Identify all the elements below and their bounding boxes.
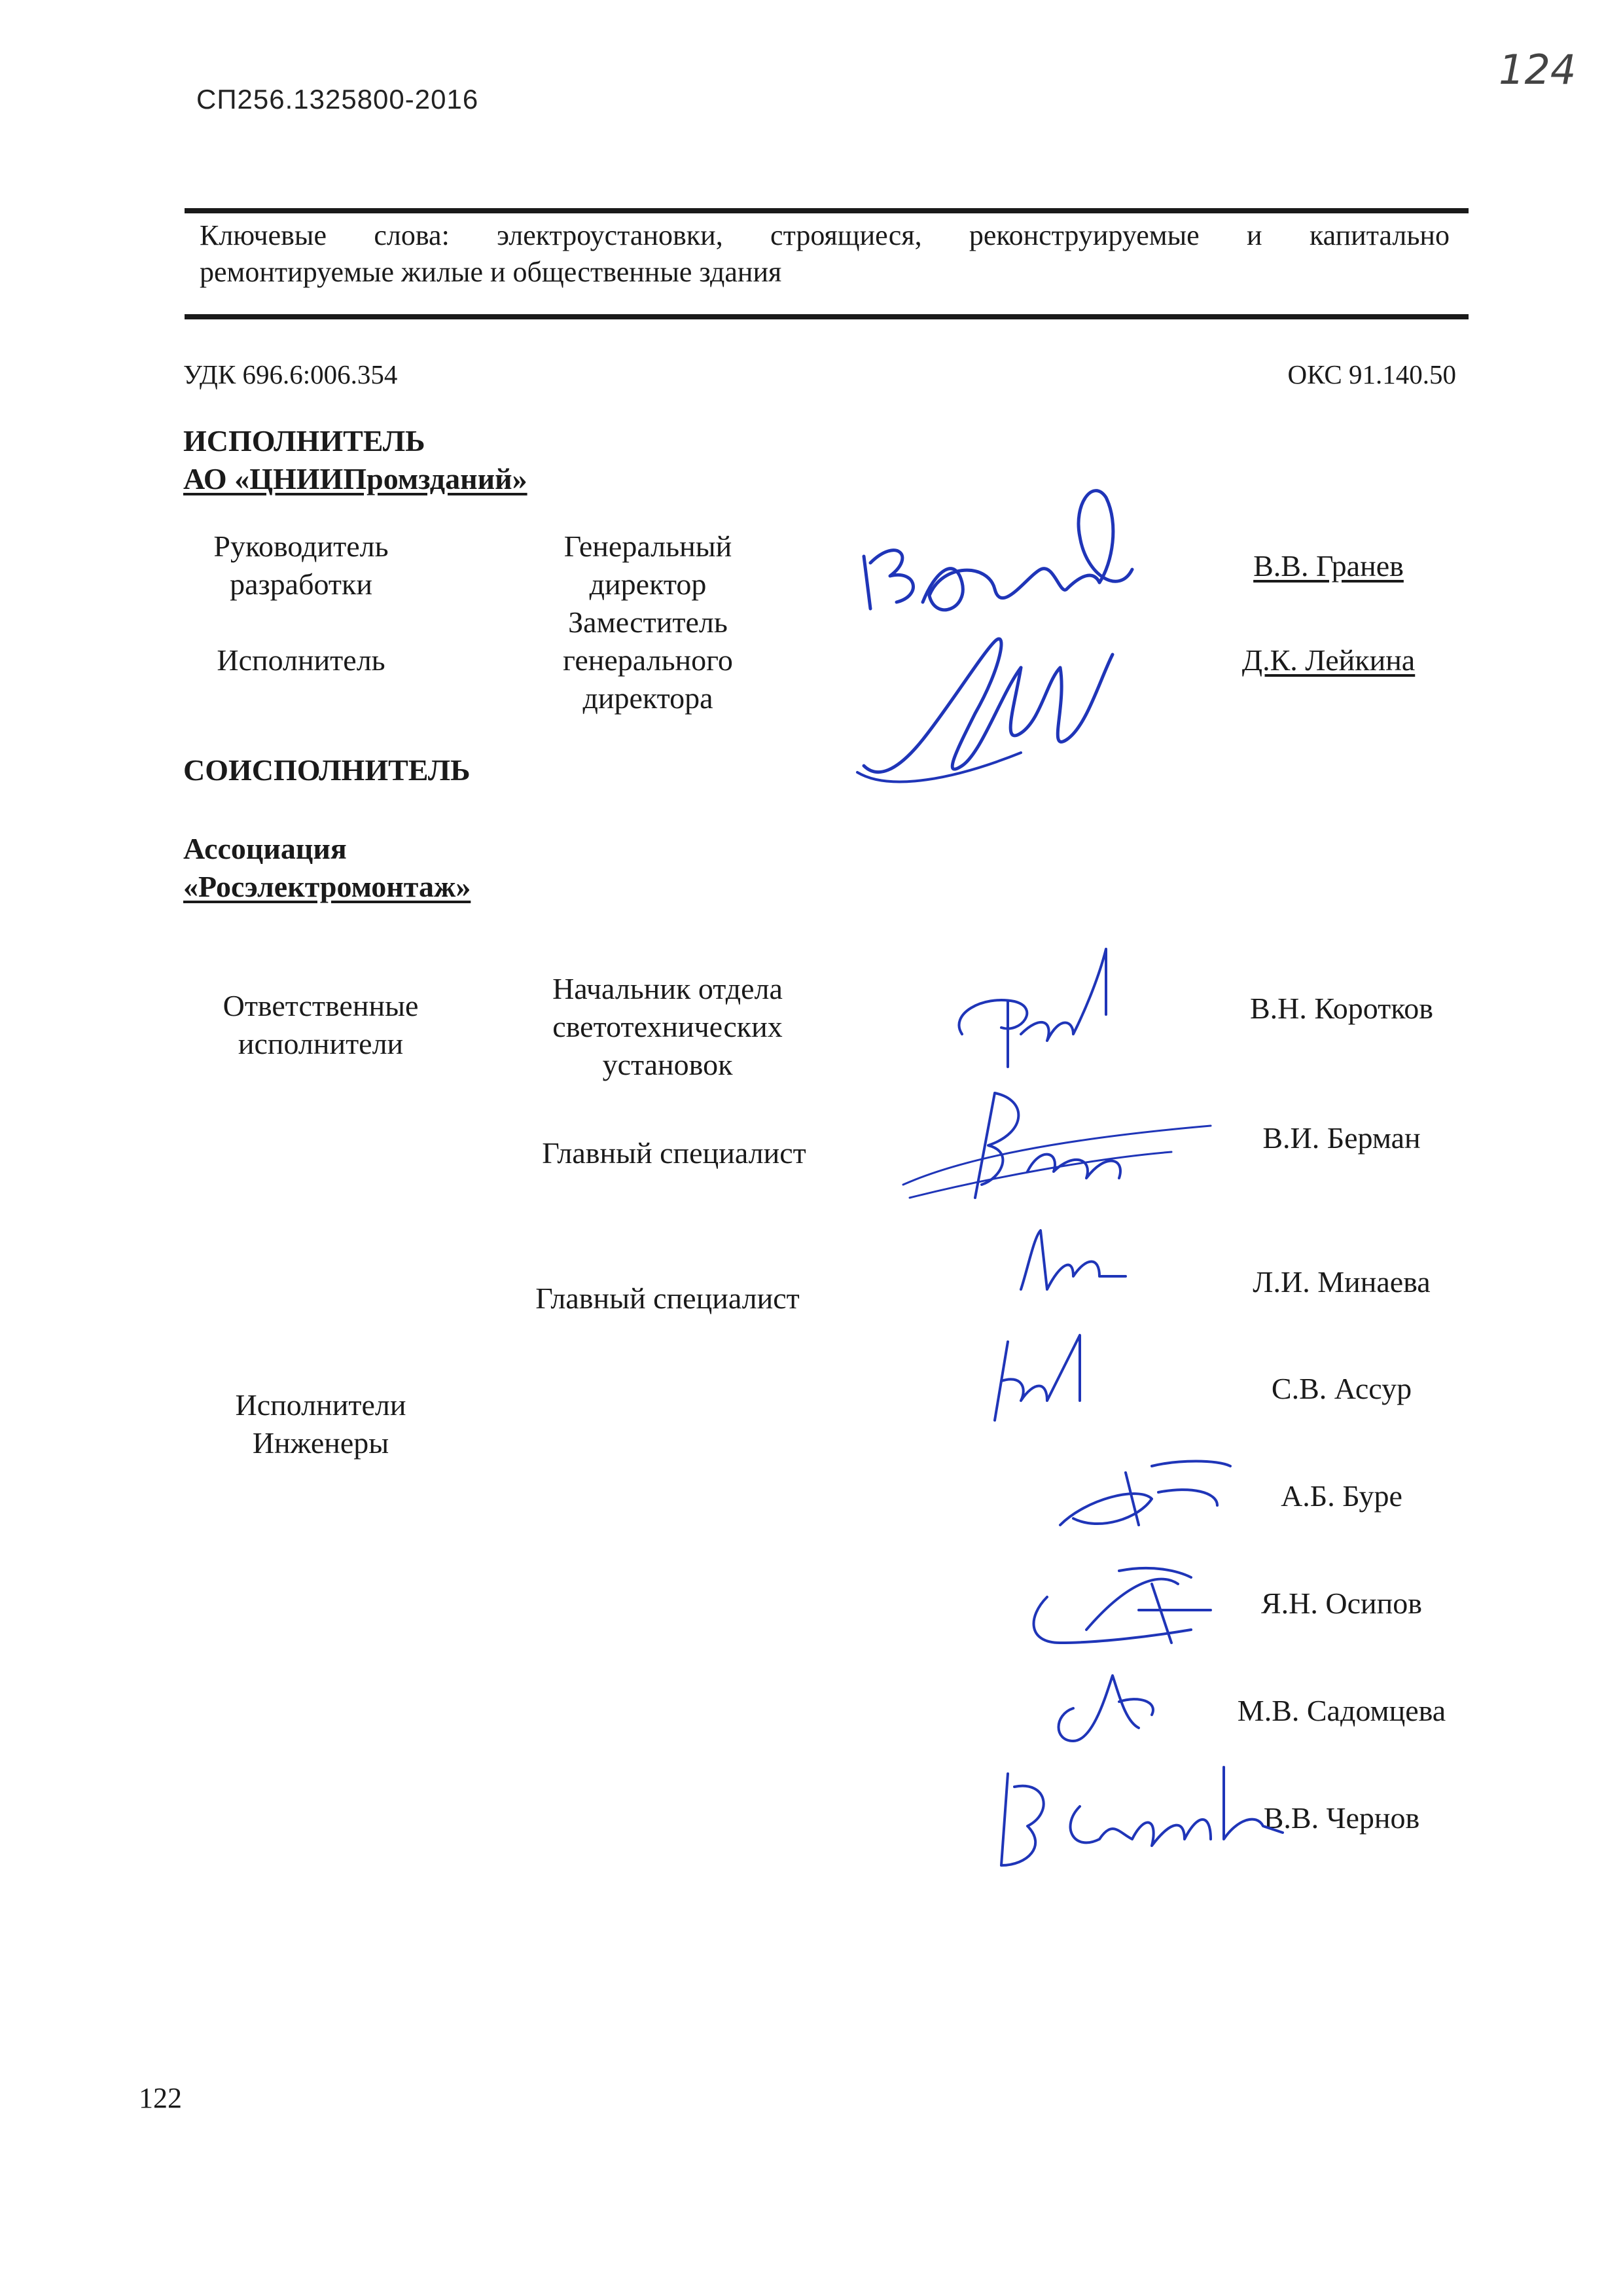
name-sadomtseva: М.В. Садомцева	[1237, 1694, 1446, 1727]
keywords-line-1	[200, 217, 1450, 254]
signature-osipov	[1021, 1545, 1230, 1656]
name-berman: В.И. Берман	[1262, 1121, 1421, 1155]
role-engineers: Исполнители Инженеры	[235, 1388, 406, 1460]
keyword-word: капитально	[1309, 219, 1450, 251]
association-label: Ассоциация	[183, 832, 347, 865]
name-bure: А.Б. Буре	[1281, 1479, 1402, 1513]
page-stamp: 124	[1499, 46, 1577, 94]
co-executor-heading: СОИСПОЛНИТЕЛЬ	[183, 753, 471, 787]
keyword-word: Ключевые	[200, 219, 327, 251]
executor-heading-block	[183, 422, 527, 498]
signature-minaeva	[1008, 1224, 1152, 1302]
signature-bure	[1047, 1446, 1243, 1545]
keyword-word: и	[1247, 219, 1262, 251]
signature-leikina	[851, 615, 1152, 825]
signature-korotkov	[942, 936, 1139, 1080]
position-chief-specialist-2: Главный специалист	[535, 1282, 800, 1315]
name-chernov: В.В. Чернов	[1263, 1801, 1420, 1835]
keyword-word: реконструируемые	[969, 219, 1200, 251]
signature-berman	[897, 1086, 1224, 1224]
page-number: 122	[139, 2082, 182, 2114]
role-head-of-development: Руководитель разработки	[213, 529, 389, 601]
signature-chernov	[988, 1754, 1289, 1878]
name-granev: В.В. Гранев	[1253, 549, 1404, 583]
keyword-word: электроустановки,	[497, 219, 723, 251]
name-korotkov: В.Н. Коротков	[1249, 992, 1434, 1025]
keyword-word: строящиеся,	[770, 219, 922, 251]
position-deputy-director: Заместитель генерального директора	[563, 605, 733, 715]
position-chief-specialist-1: Главный специалист	[542, 1136, 806, 1170]
position-general-director: Генеральный директор	[563, 529, 732, 601]
signature-sadomtseva	[1047, 1656, 1178, 1754]
association-name: «Росэлектромонтаж»	[183, 870, 471, 903]
association-block	[183, 830, 471, 906]
oks-code: ОКС 91.140.50	[1287, 359, 1456, 389]
keywords-line-2: ремонтируемые жилые и общественные здания	[200, 256, 782, 288]
keyword-word: слова:	[374, 219, 450, 251]
signature-assur	[982, 1329, 1099, 1433]
top-rule	[185, 208, 1469, 213]
name-leikina: Д.К. Лейкина	[1241, 643, 1416, 677]
position-head-of-lighting-dept: Начальник отдела светотехнических установок	[552, 972, 783, 1081]
bottom-rule	[185, 314, 1469, 319]
executor-organization: АО «ЦНИИПромзданий»	[183, 462, 527, 495]
keywords-block	[200, 217, 1450, 291]
executor-heading: ИСПОЛНИТЕЛЬ	[183, 424, 425, 457]
udk-code: УДК 696.6:006.354	[183, 359, 398, 389]
name-minaeva: Л.И. Минаева	[1253, 1265, 1431, 1299]
name-osipov: Я.Н. Осипов	[1261, 1587, 1422, 1620]
role-executor: Исполнитель	[217, 643, 385, 677]
role-responsible-executors: Ответственные исполнители	[223, 989, 419, 1060]
document-code: СП256.1325800-2016	[196, 84, 479, 115]
name-assur: С.В. Ассур	[1271, 1372, 1412, 1405]
